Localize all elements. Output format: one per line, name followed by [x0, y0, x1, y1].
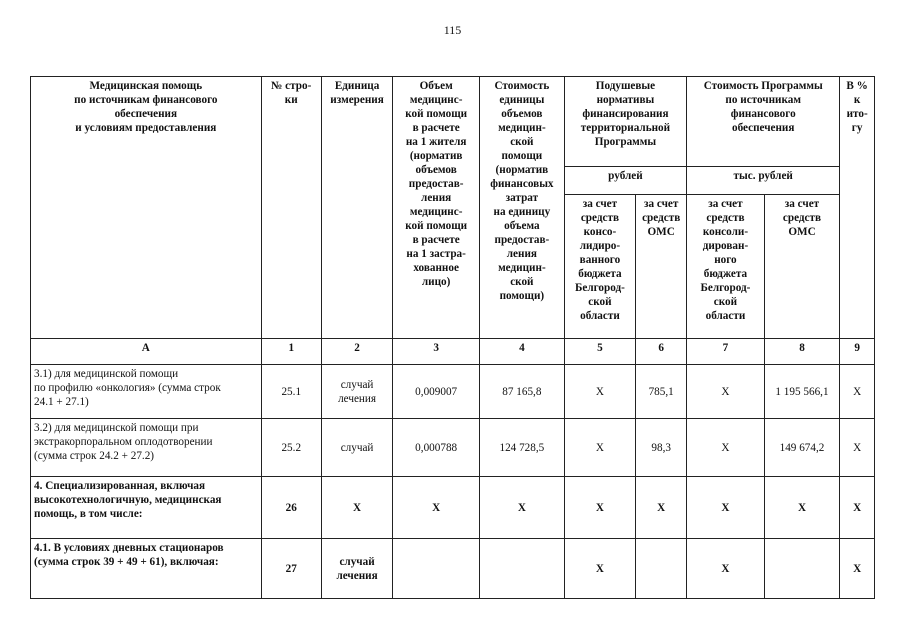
header-group-per-capita: Подушевые нормативы финансирования территориальной Программы — [564, 77, 686, 167]
row-volume: 0,000788 — [393, 419, 480, 477]
row-col-8: 149 674,2 — [764, 419, 840, 477]
row-line: 25.2 — [261, 419, 321, 477]
header-col-9: В % к ито- гу — [840, 77, 875, 339]
row-col-5: Х — [564, 539, 635, 599]
row-col-9: Х — [840, 477, 875, 539]
row-name: 3.2) для медицинской помощи при экстракорпоральном оплодотворении (сумма строк 24.2 + 27.2) — [31, 419, 262, 477]
row-line: 26 — [261, 477, 321, 539]
row-line: 27 — [261, 539, 321, 599]
header-col-6: за счет средств ОМС — [636, 195, 687, 339]
row-volume: Х — [393, 477, 480, 539]
index-cell: 7 — [687, 339, 765, 365]
table-row — [31, 365, 875, 419]
index-cell: А — [31, 339, 262, 365]
row-col-8: 1 195 566,1 — [764, 365, 840, 419]
row-unit: случай лечения — [321, 539, 392, 599]
header-col-4: Стоимость единицы объемов медицин- ской помощи (норматив финансовых затрат на единицу объема предостав- ления медицин- ской помощи) — [480, 77, 565, 339]
header-unit-thousand-rubles: тыс. рублей — [687, 167, 840, 195]
row-col-9: Х — [840, 539, 875, 599]
table-row — [31, 419, 875, 477]
row-col-7: Х — [687, 477, 765, 539]
row-col-7: Х — [687, 365, 765, 419]
header-row-1 — [31, 77, 875, 167]
index-cell: 4 — [480, 339, 565, 365]
row-col-8 — [764, 539, 840, 599]
table-row — [31, 539, 875, 599]
index-cell: 6 — [636, 339, 687, 365]
row-cost — [480, 539, 565, 599]
row-name: 4.1. В условиях дневных стационаров (сумма строк 39 + 49 + 61), включая: — [31, 539, 262, 599]
financing-table — [30, 76, 875, 599]
row-cost: 124 728,5 — [480, 419, 565, 477]
row-col-5: Х — [564, 365, 635, 419]
header-col-3: Объем медицинс- кой помощи в расчете на 1 жителя (норматив объемов предостав- ления медицинс- кой помощи в расчете на 1 застра- хованное лицо) — [393, 77, 480, 339]
row-unit: случай лечения — [321, 365, 392, 419]
row-col-9: Х — [840, 419, 875, 477]
header-col-1: № стро- ки — [261, 77, 321, 339]
row-col-8: Х — [764, 477, 840, 539]
header-col-2: Единица измерения — [321, 77, 392, 339]
header-col-5: за счет средств консо- лидиро- ванного бюджета Белгород- ской области — [564, 195, 635, 339]
header-col-8: за счет средств ОМС — [764, 195, 840, 339]
row-line: 25.1 — [261, 365, 321, 419]
row-col-6: 785,1 — [636, 365, 687, 419]
row-col-7: Х — [687, 419, 765, 477]
row-volume: 0,009007 — [393, 365, 480, 419]
row-col-7: Х — [687, 539, 765, 599]
row-col-6: 98,3 — [636, 419, 687, 477]
row-cost: Х — [480, 477, 565, 539]
page-number: 115 — [443, 23, 462, 37]
header-col-a: Медицинская помощь по источникам финансового обеспечения и условиям предоставления — [31, 77, 262, 339]
index-cell: 9 — [840, 339, 875, 365]
index-cell: 1 — [261, 339, 321, 365]
row-col-6: Х — [636, 477, 687, 539]
index-cell: 3 — [393, 339, 480, 365]
row-name: 3.1) для медицинской помощи по профилю «онкология» (сумма строк 24.1 + 27.1) — [31, 365, 262, 419]
header-group-program-cost: Стоимость Программы по источникам финансового обеспечения — [687, 77, 840, 167]
row-unit: Х — [321, 477, 392, 539]
row-volume — [393, 539, 480, 599]
index-cell: 5 — [564, 339, 635, 365]
row-name: 4. Специализированная, включая высокотехнологичную, медицинская помощь, в том числе: — [31, 477, 262, 539]
row-unit: случай — [321, 419, 392, 477]
column-index-row — [31, 339, 875, 365]
header-col-7: за счет средств консоли- дирован- ного бюджета Белгород- ской области — [687, 195, 765, 339]
index-cell: 8 — [764, 339, 840, 365]
row-col-6 — [636, 539, 687, 599]
row-col-5: Х — [564, 419, 635, 477]
row-col-9: Х — [840, 365, 875, 419]
index-cell: 2 — [321, 339, 392, 365]
table-row — [31, 477, 875, 539]
row-cost: 87 165,8 — [480, 365, 565, 419]
row-col-5: Х — [564, 477, 635, 539]
header-unit-rubles: рублей — [564, 167, 686, 195]
